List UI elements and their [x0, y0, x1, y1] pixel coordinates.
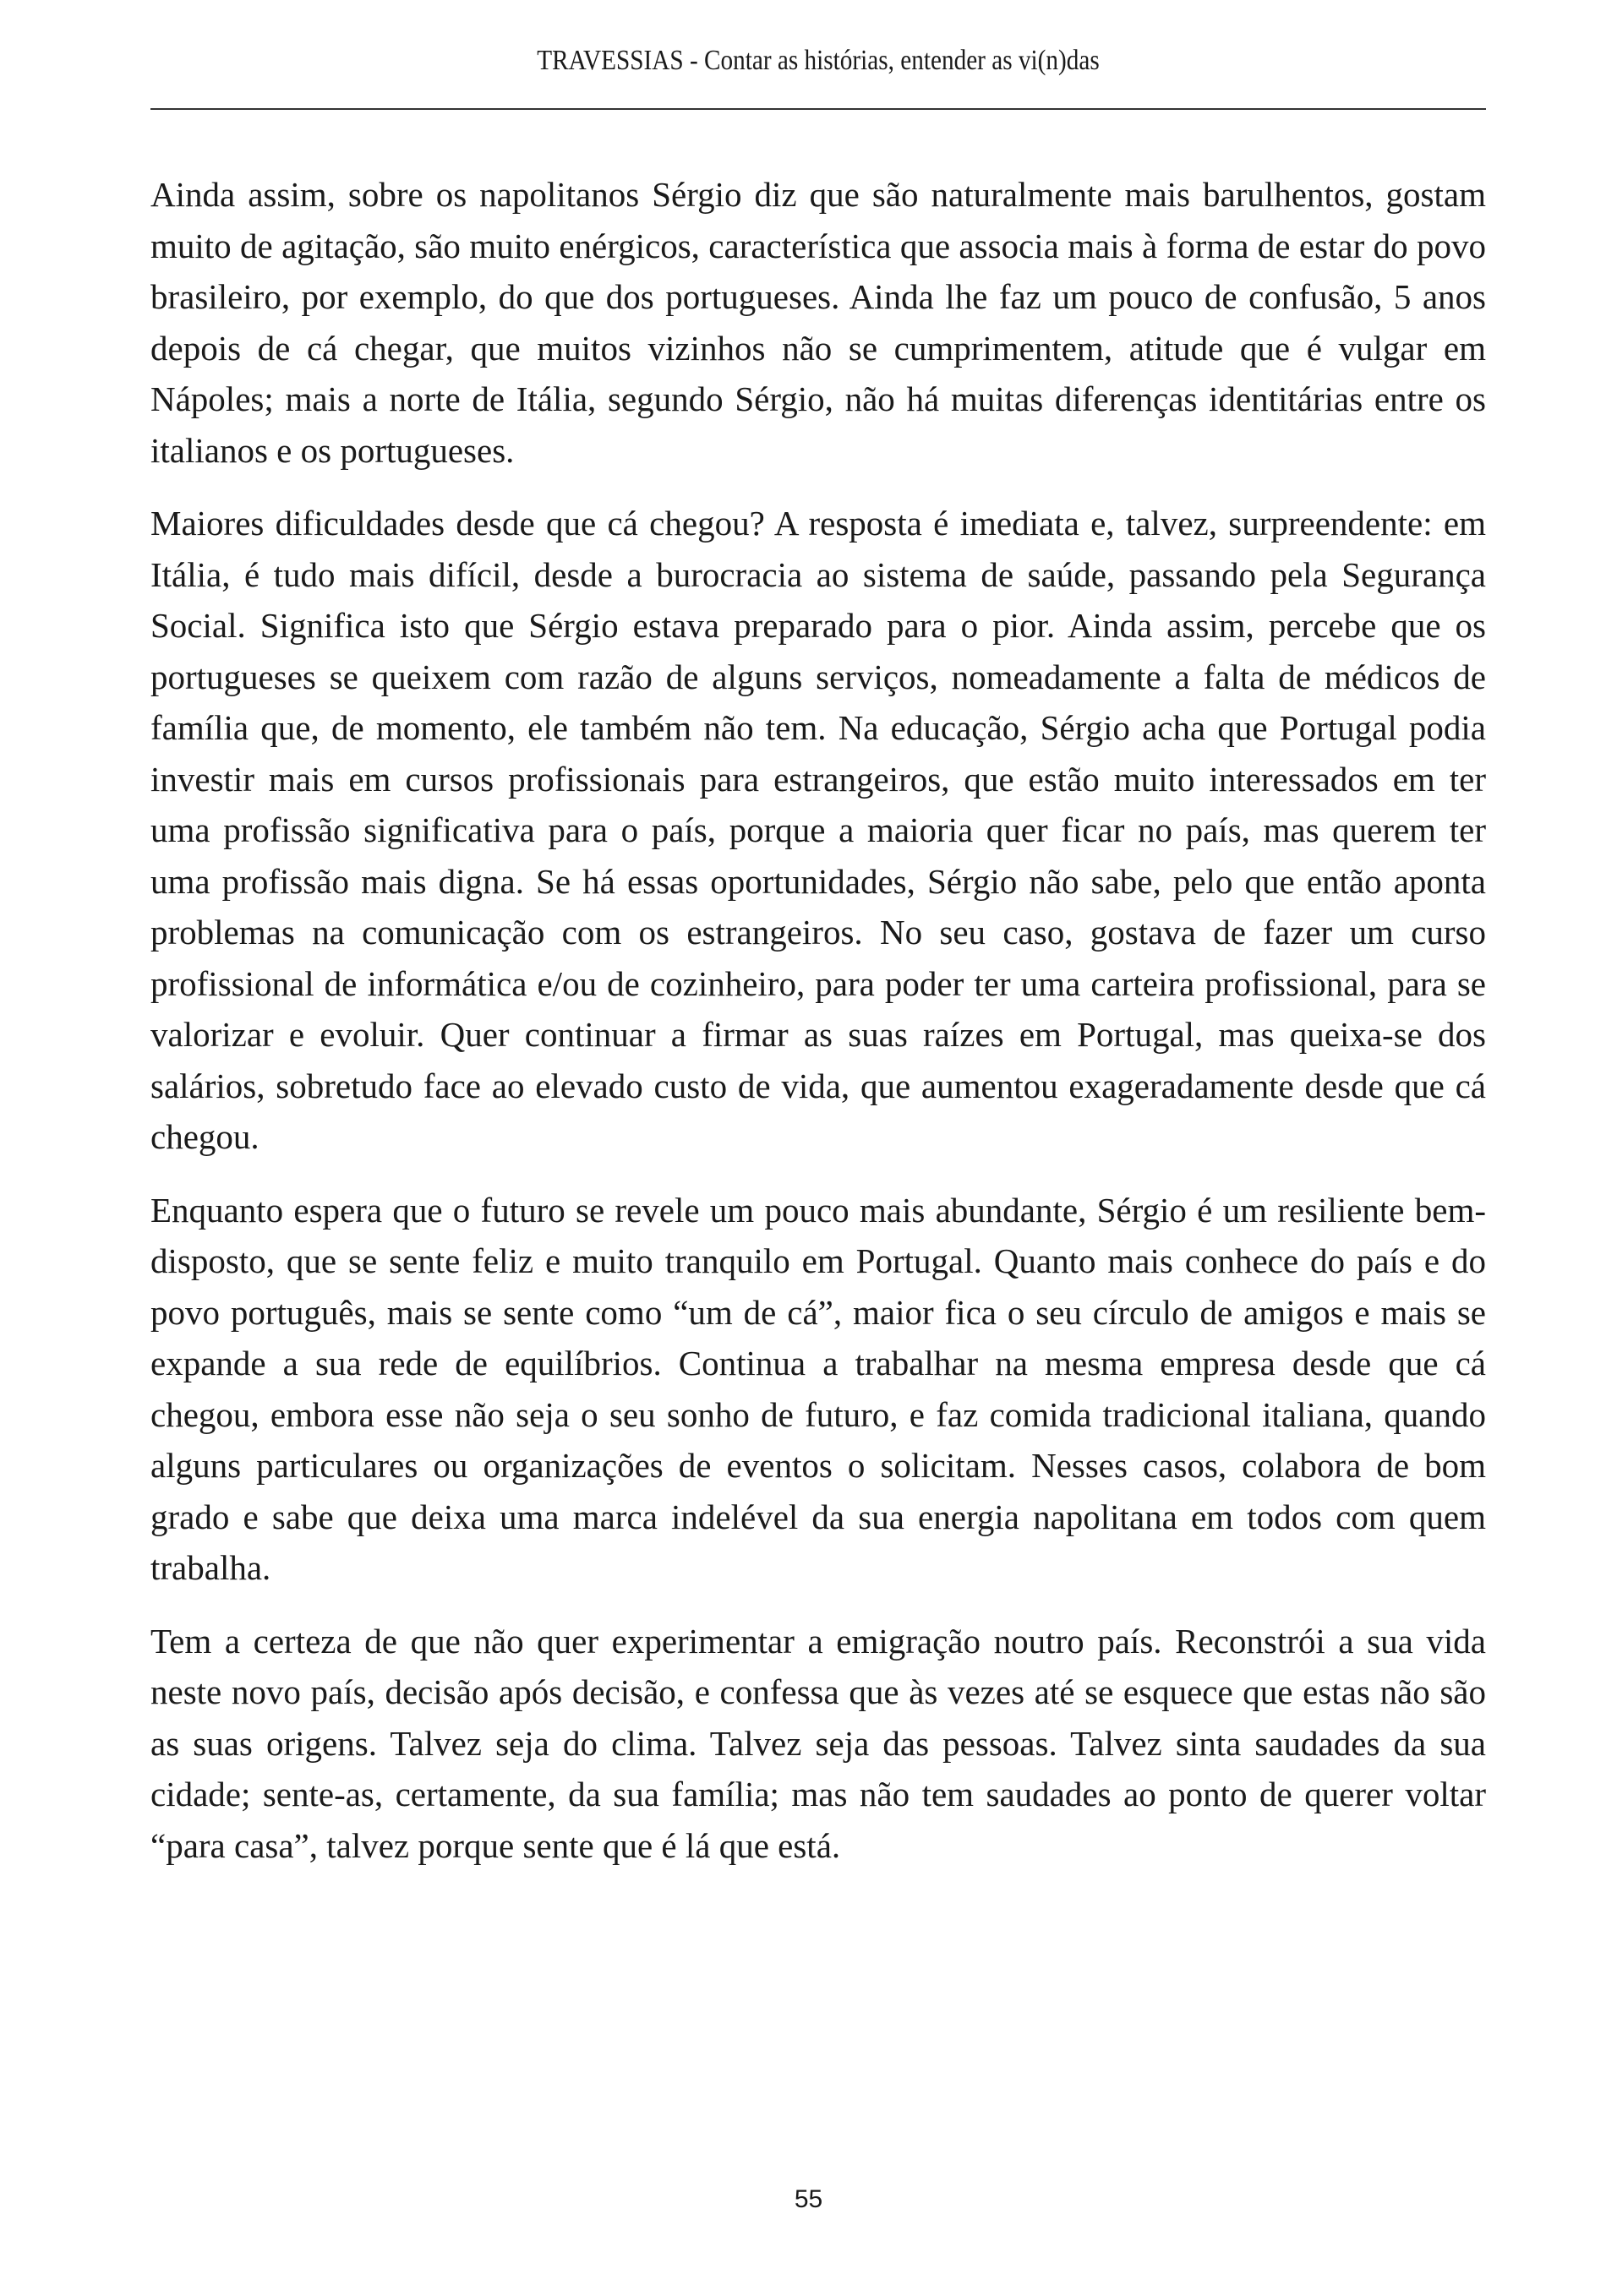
paragraph: Ainda assim, sobre os napolitanos Sérgio diz que são naturalmente mais barulhentos, gostam muito de agitação, são muito enérgicos, característica que associa mais à forma de estar do povo brasileiro, por exemplo, do que dos portugueses. Ainda lhe faz um pouco de confusão, 5 anos depois de cá chegar, que muitos vizinhos não se cumprimentem, atitude que é vulgar em Nápoles; mais a norte de Itália, segundo Sérgio, não há muitas diferenças identitárias entre os italianos e os portugueses. [150, 175, 1486, 470]
running-header: TRAVESSIAS - Contar as histórias, entender as vi(n)das [537, 45, 1100, 76]
paragraph: Tem a certeza de que não quer experimentar a emigração noutro país. Reconstrói a sua vida neste novo país, decisão após decisão, e confessa que às vezes até se esquece que estas não são as suas origens. Talvez seja do clima. Talvez seja das pessoas. Talvez sinta saudades da sua cidade; sente-as, certamente, da sua família; mas não tem saudades ao ponto de querer voltar “para casa”, talvez porque sente que é lá que está. [150, 1621, 1486, 1865]
header-rule [150, 108, 1486, 110]
body-text [150, 169, 1486, 1893]
page-number: 55 [794, 2185, 823, 2213]
paragraph: Maiores dificuldades desde que cá chegou? A resposta é imediata e, talvez, surpreendente: em Itália, é tudo mais difícil, desde a burocracia ao sistema de saúde, passando pela Segurança Social. Significa isto que Sérgio estava preparado para o pior. Ainda assim, percebe que os portugueses se queixem com razão de alguns serviços, nomeadamente a falta de médicos de família que, de momento, ele também não tem. Na educação, Sérgio acha que Portugal podia investir mais em cursos profissionais para estrangeiros, que estão muito interessados em ter uma profissão significativa para o país, porque a maioria quer ficar no país, mas querem ter uma profissão mais digna. Se há essas oportunidades, Sérgio não sabe, pelo que então aponta problemas na comunicação com os estrangeiros. No seu caso, gostava de fazer um curso profissional de informática e/ou de cozinheiro, para poder ter uma carteira profissional, para se valorizar e evoluir. Quer continuar a firmar as suas raízes em Portugal, mas queixa-se dos salários, sobretudo face ao elevado custo de vida, que aumentou exageradamente desde que cá chegou. [150, 504, 1486, 1156]
paragraph: Enquanto espera que o futuro se revele um pouco mais abundante, Sérgio é um resiliente bem-disposto, que se sente feliz e muito tranquilo em Portugal. Quanto mais conhece do país e do povo português, mais se sente como “um de cá”, maior fica o seu círculo de amigos e mais se expande a sua rede de equilíbrios. Continua a trabalhar na mesma empresa desde que cá chegou, embora esse não seja o seu sonho de futuro, e faz comida tradicional italiana, quando alguns particulares ou organizações de eventos o solicitam. Nesses casos, colabora de bom grado e sabe que deixa uma marca indelével da sua energia napolitana em todos com quem trabalha. [150, 1190, 1486, 1587]
